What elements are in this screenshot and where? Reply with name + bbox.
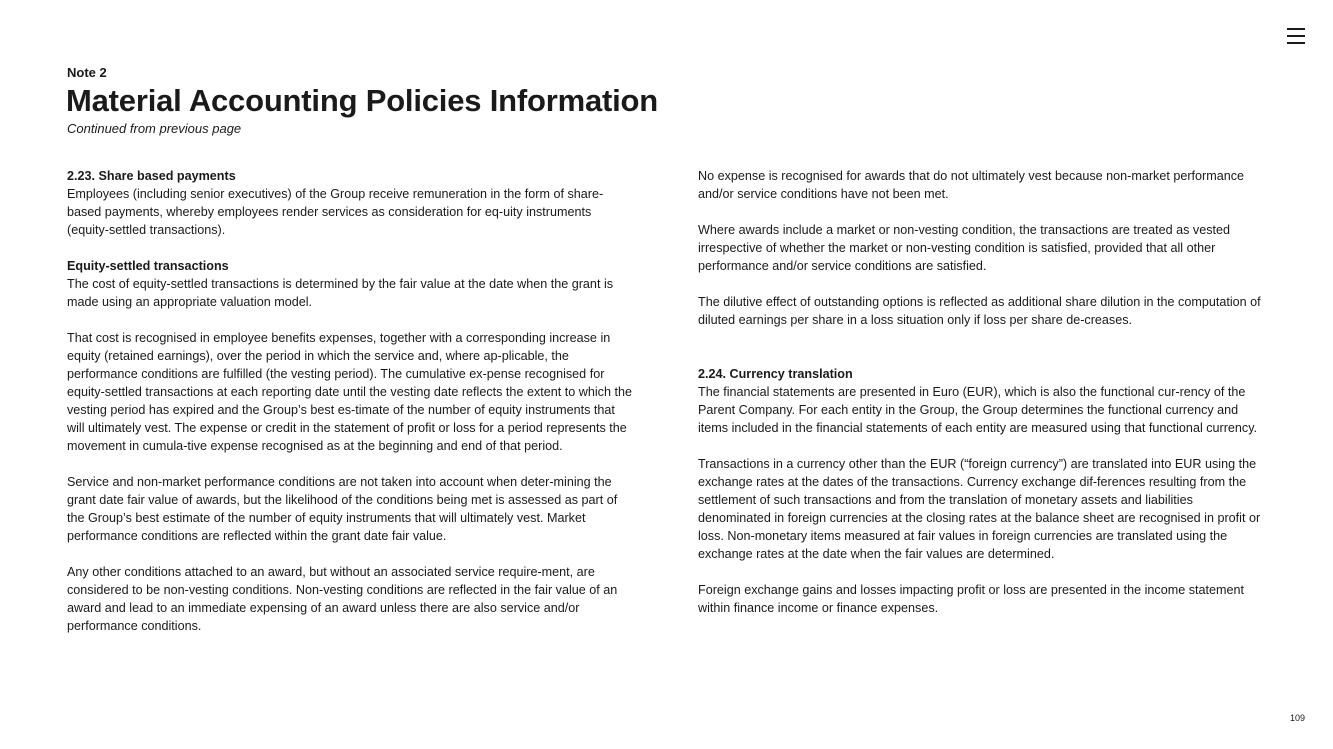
page-subtitle: Continued from previous page — [67, 121, 242, 136]
menu-icon-bar — [1287, 35, 1305, 37]
paragraph: The dilutive effect of outstanding options is reflected as additional share dilution in the computation of diluted earnings per share in a loss situation only if loss per share de-creases. — [698, 295, 1261, 327]
subsection-heading-equity-settled: Equity-settled transactions — [67, 259, 229, 273]
paragraph: The financial statements are presented in Euro (EUR), which is also the functional cur-rency of the Parent Company. For each entity in the Group, the Group determines the functional currency and items included in the financial statements of each entity are measured using that functional currency. — [698, 385, 1258, 435]
paragraph: The cost of equity-settled transactions is determined by the fair value at the date when the grant is made using an appropriate valuation model. — [67, 277, 614, 309]
section-heading-currency-translation: 2.24. Currency translation — [698, 367, 853, 381]
paragraph: Foreign exchange gains and losses impacting profit or loss are presented in the income statement within finance income or finance expenses. — [698, 583, 1245, 615]
section-spacer — [698, 347, 1268, 365]
menu-icon-bar — [1287, 42, 1305, 44]
note-label: Note 2 — [67, 65, 107, 80]
page-number: 109 — [1290, 713, 1306, 723]
left-column — [67, 167, 633, 653]
section-heading-share-based-payments: 2.23. Share based payments — [67, 169, 236, 183]
paragraph: Transactions in a currency other than the EUR (“foreign currency”) are translated into EUR using the exchange rates at the dates of the transactions. Currency exchange dif-ferences resulting from the settlement of such transactions and from the translation of monetary assets and liabilities denominated in foreign currencies at the closing rates at the balance sheet are recognised in profit or loss. Non-monetary items measured at fair values in foreign currencies are translated using the exchange rates at the date when the fair values are determined. — [698, 457, 1261, 561]
hamburger-menu-icon[interactable] — [1287, 28, 1305, 45]
paragraph: That cost is recognised in employee benefits expenses, together with a corresponding increase in equity (retained earnings), over the period in which the service and, where ap-plicable, the performance conditions are fulfilled (the vesting period). The cumulative ex-pense recognised for equity-settled transactions at each reporting date until the vesting date reflects the extent to which the vesting period has expired and the Group’s best es-timate of the number of equity instruments that will ultimately vest. The expense or credit in the statement of profit or loss for a period represents the movement in cumula-tive expense recognised as at the beginning and end of that period. — [67, 331, 632, 453]
page-title: Material Accounting Policies Information — [66, 83, 658, 118]
paragraph: Any other conditions attached to an award, but without an associated service require-ment, are considered to be non-vesting conditions. Non-vesting conditions are reflected in the fair value of an award and lead to an immediate expensing of an award unless there are also service and/or performance conditions. — [67, 565, 618, 633]
paragraph: Employees (including senior executives) of the Group receive remuneration in the form of share-based payments, whereby employees render services as consideration for eq-uity instruments (equity-settled transactions). — [67, 187, 604, 237]
paragraph: Where awards include a market or non-vesting condition, the transactions are treated as vested irrespective of whether the market or non-vesting condition is satisfied, provided that all other performance and/or service conditions are satisfied. — [698, 223, 1231, 273]
right-column — [698, 167, 1268, 635]
menu-icon-bar — [1287, 28, 1305, 30]
paragraph: No expense is recognised for awards that do not ultimately vest because non-market performance and/or service conditions have not been met. — [698, 169, 1245, 201]
paragraph: Service and non-market performance conditions are not taken into account when deter-mining the grant date fair value of awards, but the likelihood of the conditions being met is assessed as part of the Group’s best estimate of the number of equity instruments that will ultimately vest. Market performance conditions are reflected within the grant date fair value. — [67, 475, 618, 543]
